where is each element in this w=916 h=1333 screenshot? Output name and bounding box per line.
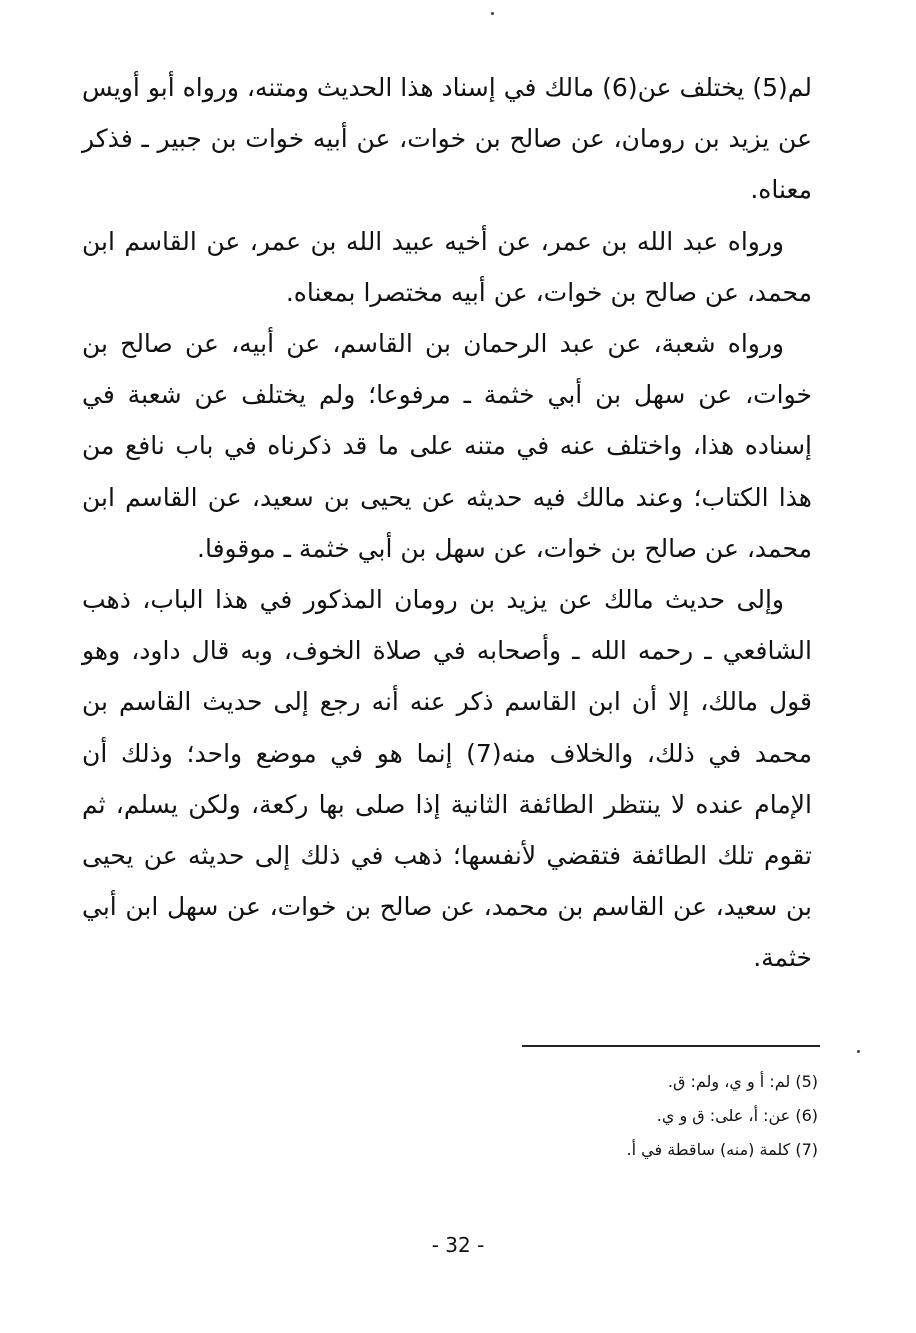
footnotes (488, 1065, 818, 1167)
paragraph-1: لم(5) يختلف عن(6) مالك في إسناد هذا الحديث ومتنه، ورواه أبو أويس عن يزيد بن رومان، عن صالح بن خوات، عن أبيه خوات بن جبير ـ فذكر معناه. (82, 73, 812, 205)
paragraph-3: ورواه شعبة، عن عبد الرحمان بن القاسم، عن أبيه، عن صالح بن خوات، عن سهل بن أبي خثمة ـ مرفوعا؛ ولم يختلف عن شعبة في إسناده هذا، واختلف عنه في متنه على ما قد ذكرناه في باب نافع من هذا الكتاب؛ وعند مالك فيه حديثه عن يحيى بن سعيد، عن القاسم ابن محمد، عن صالح بن خوات، عن سهل بن أبي خثمة ـ موقوفا. (82, 329, 812, 563)
footnote-separator (522, 1045, 820, 1047)
footnote-6: (6) عن: أ، على: ق و ي. (656, 1106, 818, 1125)
footnote-7: (7) كلمة (منه) ساقطة في أ. (626, 1140, 818, 1159)
page-number: - 32 - (431, 1233, 485, 1257)
scan-speck (857, 1050, 860, 1053)
paragraph-4: وإلى حديث مالك عن يزيد بن رومان المذكور في هذا الباب، ذهب الشافعي ـ رحمه الله ـ وأصحابه في صلاة الخوف، وبه قال داود، وهو قول مالك، إلا أن ابن القاسم ذكر عنه أنه رجع إلى حديث القاسم بن محمد في ذلك، والخلاف منه(7) إنما هو في موضع واحد؛ وذلك أن الإمام عنده لا ينتظر الطائفة الثانية إذا صلى بها ركعة، ولكن يسلم، ثم تقوم تلك الطائفة فتقضي لأنفسها؛ ذهب في ذلك إلى حديثه عن يحيى بن سعيد، عن القاسم بن محمد، عن صالح بن خوات، عن سهل ابن أبي خثمة. (82, 585, 813, 973)
footnote-5: (5) لم: أ و ي، ولم: ق. (667, 1072, 818, 1091)
main-text (82, 62, 812, 984)
scan-speck (491, 12, 494, 15)
paragraph-2: ورواه عبد الله بن عمر، عن أخيه عبيد الله بن عمر، عن القاسم ابن محمد، عن صالح بن خوات، عن أبيه مختصرا بمعناه. (82, 226, 812, 307)
